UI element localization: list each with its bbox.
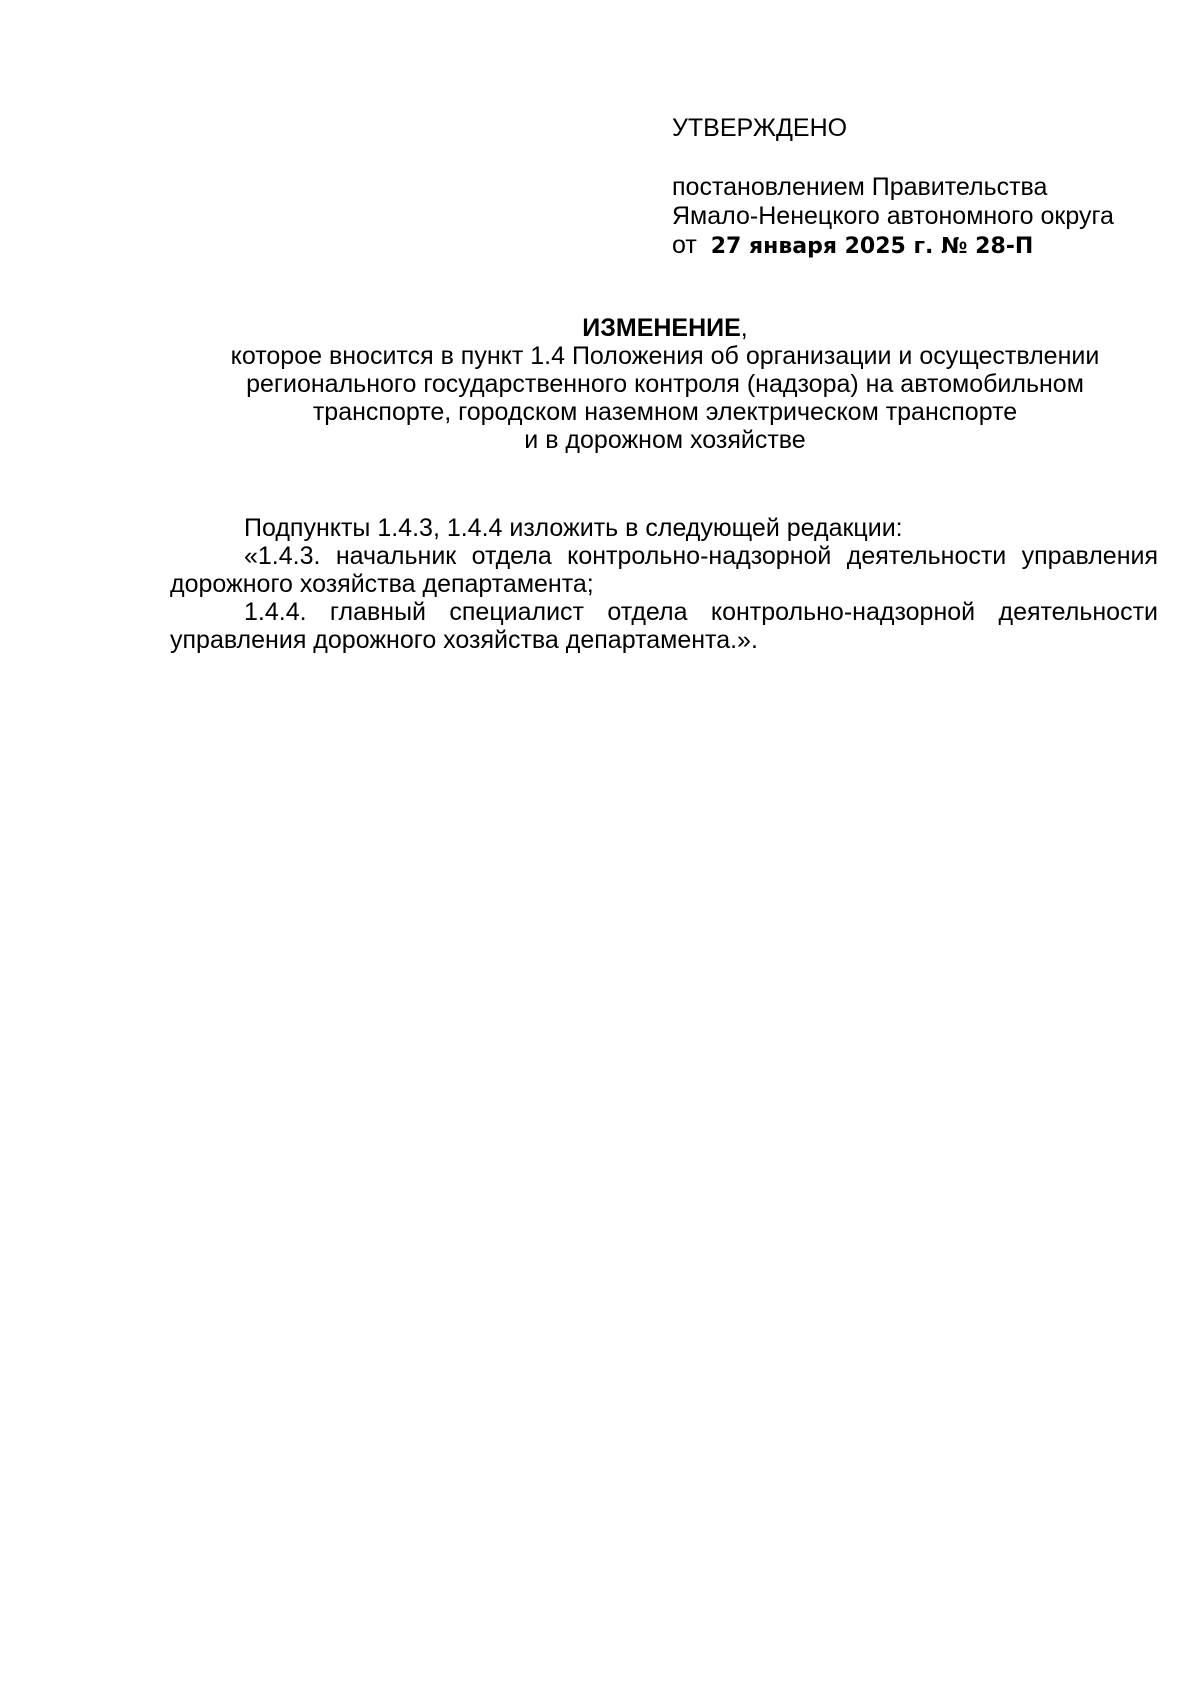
approval-date-number: 27 января 2025 г. № 28-П [710, 234, 1034, 259]
document-title-line [170, 314, 1160, 342]
approval-date-line [672, 231, 1172, 261]
heading-subtitle-line: которое вносится в пункт 1.4 Положения об организации и осуществлении [230, 342, 1100, 370]
body-paragraph: 1.4.4. главный специалист отдела контрольно-надзорной деятельности управления дорожного хозяйства департамента.». [170, 598, 1158, 654]
document-title: ИЗМЕНЕНИЕ [582, 314, 741, 342]
heading-subtitle-line: транспорте, городском наземном электрическом транспорте [312, 398, 1018, 426]
body-paragraph: Подпункты 1.4.3, 1.4.4 изложить в следующей редакции: [244, 514, 903, 542]
approval-title: УТВЕРЖДЕНО [672, 114, 848, 142]
document-heading [170, 314, 1160, 454]
document-title-suffix: , [740, 314, 748, 342]
heading-subtitle-line: и в дорожном хозяйстве [524, 426, 806, 454]
body-paragraph: «1.4.3. начальник отдела контрольно-надзорной деятельности управления дорожного хозяйства департамента; [170, 542, 1158, 598]
approval-issuer-line-2: Ямало-Ненецкого автономного округа [672, 202, 1114, 230]
approval-stamp [672, 114, 1172, 261]
approval-issuer-line-1: постановлением Правительства [672, 173, 1048, 201]
heading-subtitle-line: регионального государственного контроля (надзора) на автомобильном [246, 370, 1084, 398]
document-body [170, 514, 1158, 654]
approval-date-prefix: от [672, 231, 697, 259]
